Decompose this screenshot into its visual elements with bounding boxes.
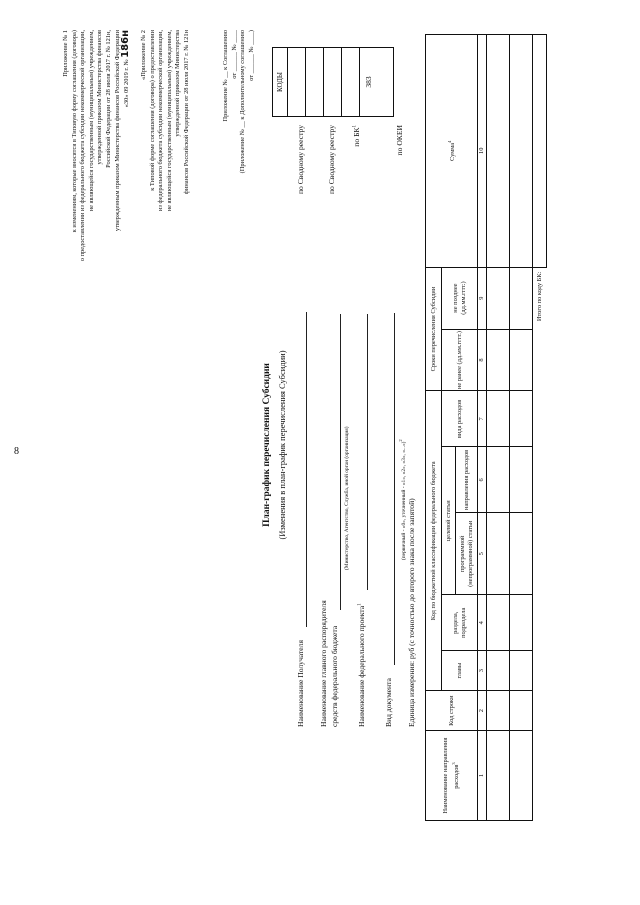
- header-expense-type: вида расходов: [442, 391, 478, 447]
- table-row: [487, 35, 510, 821]
- column-number: 10: [478, 35, 487, 268]
- doc-type-label: Вид документа: [384, 678, 393, 727]
- bk-label-text: по БК: [352, 127, 361, 147]
- federal-project-label-text: Наименование федерального проекта: [357, 605, 366, 727]
- appendix-2-line: из федерального бюджета субсидии некоммерческой организации,: [157, 30, 165, 212]
- header-expense-direction-footnote: 3: [450, 762, 456, 765]
- appendix-1-line: утвержденным приказом Министерства финансов Российской Федерации: [113, 30, 121, 232]
- appendix-1-line: к изменениям, которые вносятся в Типовую форму соглашения (договора): [70, 30, 78, 233]
- table-cell: [510, 651, 533, 691]
- header-target-article: целевой статьи: [442, 447, 456, 595]
- bk-label-footnote: 1: [352, 125, 358, 128]
- svod-reestr-label-2: по Сводному реестру: [327, 125, 336, 195]
- total-row: [533, 35, 547, 821]
- table-cell: [510, 731, 533, 821]
- recipient-underline: [306, 312, 307, 627]
- doc-type-hint-footnote: 2: [398, 439, 403, 442]
- code-cell-okei: 383: [364, 76, 373, 88]
- table-cell: [510, 391, 533, 447]
- header-budget-classification: Код по бюджетной классификации федерального бюджета: [426, 391, 442, 691]
- chief-manager-label-2: средств федерального бюджета: [330, 625, 339, 727]
- appendix-2-line: «Приложение № 2: [140, 30, 147, 80]
- total-label: Итого по коду БК:: [533, 267, 547, 820]
- federal-project-underline: [367, 314, 368, 590]
- appendix-2-line: не являющейся государственным (муниципальным) учреждением,: [165, 30, 173, 212]
- table-cell: [487, 35, 510, 268]
- table-cell: [510, 35, 533, 268]
- svod-reestr-label-1: по Сводному реестру: [296, 125, 305, 195]
- header-sum-text: Сумма: [449, 142, 457, 161]
- agreement-ref-line: от ______ № ____): [247, 30, 255, 81]
- agreement-ref-line: (Приложение № __ к Дополнительному соглашению: [239, 30, 247, 174]
- chief-manager-hint: (Министерство, Агентство, Служба, иной орган (организация): [344, 426, 350, 570]
- code-cell-doc: [342, 48, 360, 116]
- column-number: 6: [478, 447, 487, 513]
- column-number: 9: [478, 267, 487, 329]
- chief-manager-label-1: Наименование главного распорядителя: [319, 600, 328, 727]
- table-row: [510, 35, 533, 821]
- column-number: 7: [478, 391, 487, 447]
- appendix-2-line: утвержденной приказом Министерства: [174, 30, 182, 137]
- column-number: 8: [478, 329, 487, 391]
- header-expense-direction-code: направления расходов: [456, 447, 478, 513]
- column-numbers-row: [478, 35, 487, 821]
- column-number: 2: [478, 691, 487, 731]
- table-cell: [487, 329, 510, 391]
- table-cell: [487, 391, 510, 447]
- header-line-code: Код строки: [426, 691, 478, 731]
- table-cell: [487, 267, 510, 329]
- header-program-article: программной (непрограммной) статьи: [456, 513, 478, 595]
- appendix-1-line: не являющейся государственным (муниципальным) учреждением,: [87, 30, 95, 212]
- federal-project-label: [357, 603, 366, 727]
- table-cell: [487, 731, 510, 821]
- codes-header: КОДЫ: [273, 48, 288, 116]
- federal-project-footnote: 1: [357, 603, 363, 606]
- column-number: 1: [478, 731, 487, 821]
- okei-label: по ОКЕИ: [395, 125, 404, 156]
- doc-type-hint-text: (первичный - «0», уточненный - «1», «2», «3», «...»): [400, 441, 407, 560]
- table-cell: [510, 595, 533, 651]
- page-number: 8: [14, 446, 19, 457]
- appendix-1-line: Российской Федерации от 28 июля 2017 г. № 121н,: [104, 30, 112, 168]
- total-value-cell: [533, 35, 547, 268]
- header-transfer-terms: Сроки перечисления Субсидии: [426, 267, 442, 391]
- codes-box: [272, 47, 394, 117]
- header-expense-direction: [426, 731, 478, 821]
- column-number: 4: [478, 595, 487, 651]
- header-not-later: не позднее (дд.мм.гггг.): [442, 267, 478, 329]
- header-chapter: главы: [442, 651, 478, 691]
- unit-label: Единица измерения: руб (с точностью до второго знака после запятой): [407, 498, 416, 727]
- agreement-reference: [222, 30, 256, 260]
- appendix-2-line: к Типовой форме соглашения (договора) о предоставлении: [148, 30, 156, 191]
- page-title: План-график перечисления Субсидии: [262, 363, 272, 527]
- column-number: 5: [478, 513, 487, 595]
- table-cell: [510, 691, 533, 731]
- table-cell: [487, 513, 510, 595]
- header-expense-direction-text: Наименование направления расходов: [442, 737, 461, 814]
- code-cell-svod-1: [288, 48, 306, 116]
- table-cell: [510, 447, 533, 513]
- agreement-ref-line: от ______ № ____: [230, 30, 238, 79]
- header-section: раздела, подраздела: [442, 595, 478, 651]
- page-subtitle: (Изменения в план-график перечисления Субсидии): [277, 350, 287, 540]
- table-cell: [487, 691, 510, 731]
- header-sum: [426, 35, 478, 268]
- table-cell: [487, 651, 510, 691]
- code-cell-svod-2: [306, 48, 324, 116]
- bk-label: [352, 125, 361, 265]
- header-sum-footnote: 4: [447, 140, 453, 143]
- table-cell: [510, 513, 533, 595]
- column-number: 3: [478, 651, 487, 691]
- chief-manager-underline: [340, 314, 341, 610]
- appendix-1-date-line: [122, 30, 132, 400]
- recipient-label: Наименование Получателя: [296, 640, 305, 727]
- appendix-2-block: [140, 30, 192, 360]
- appendix-2-line: финансов Российской Федерации от 28 июля 2017 г. № 121н: [182, 30, 190, 195]
- subsidy-schedule-table: [425, 34, 547, 821]
- appendix-1-line: о предоставлении из федерального бюджета субсидии некоммерческой организации,: [79, 30, 87, 262]
- appendix-1-line: утвержденной приказом Министерства финансов: [96, 30, 104, 165]
- doc-type-underline: [394, 313, 395, 665]
- appendix-1-block: [62, 30, 132, 400]
- table-cell: [510, 267, 533, 329]
- doc-type-hint: [398, 439, 407, 560]
- appendix-1-date: «30» 09 2019 г. №: [123, 59, 131, 108]
- table-cell: [487, 447, 510, 513]
- agreement-ref-line: Приложение № __ к Соглашению: [222, 30, 229, 122]
- code-cell-bk: [324, 48, 342, 116]
- table-cell: [510, 329, 533, 391]
- table-cell: [487, 595, 510, 651]
- order-number-stamp: 186н: [120, 30, 132, 58]
- appendix-1-line: Приложение № 1: [62, 30, 69, 77]
- header-not-earlier: не ранее (дд.мм.гггг.): [442, 329, 478, 391]
